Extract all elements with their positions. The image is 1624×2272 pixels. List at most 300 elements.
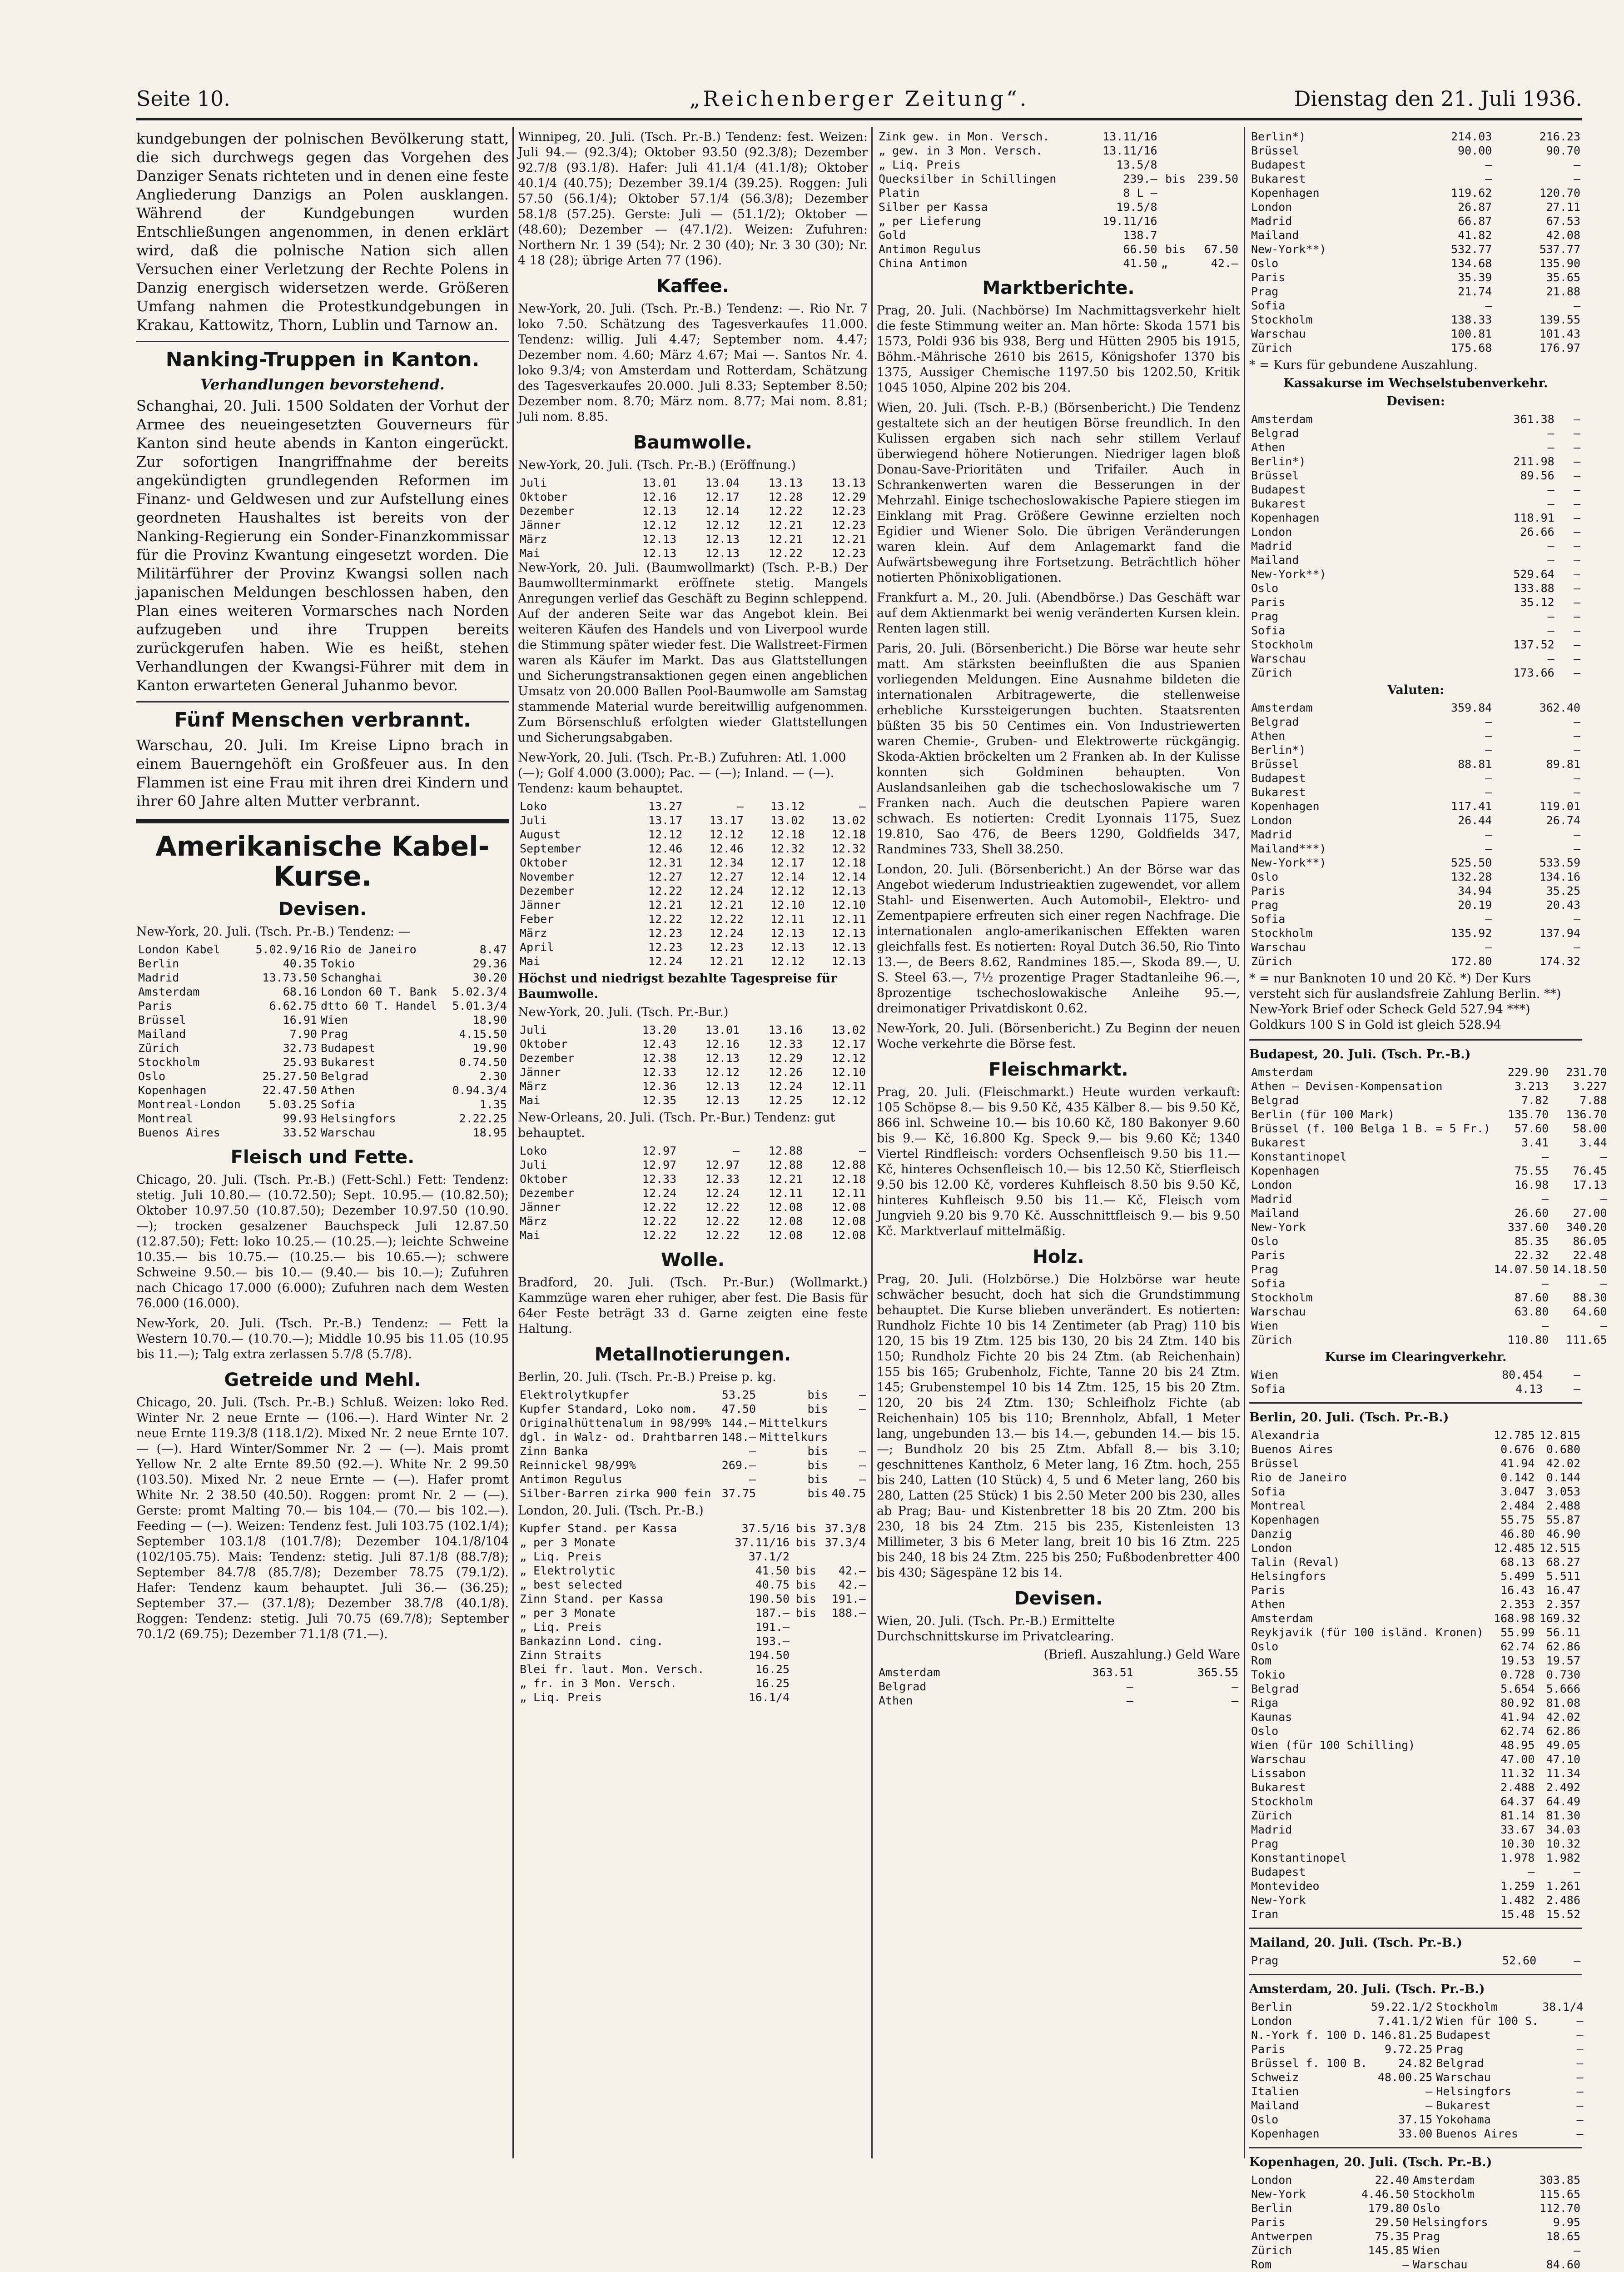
table-cell: 3.053 xyxy=(1546,1485,1580,1498)
table-row xyxy=(1249,1150,1609,1164)
table-row xyxy=(518,1521,868,1535)
table-cell: 38.1/4 xyxy=(1542,2000,1584,2013)
table-cell: dtto 60 T. Handel xyxy=(320,999,437,1012)
table-cell: Paris xyxy=(1251,1584,1286,1597)
table-cell xyxy=(818,1662,868,1676)
table-row xyxy=(1249,638,1582,652)
table-cell: 12.18 xyxy=(831,1172,866,1186)
table-cell: Tokio xyxy=(1251,1668,1286,1681)
table-cell: — xyxy=(1126,1694,1133,1707)
table-row xyxy=(518,799,868,813)
table-row xyxy=(518,532,868,546)
table-cell: Mittelkurs xyxy=(760,1416,828,1430)
table-cell: 12.21 xyxy=(709,898,744,912)
table-cell: Berlin*) xyxy=(1251,743,1306,757)
table-cell: 179.80 xyxy=(1368,2202,1410,2215)
table-row xyxy=(518,490,868,504)
budapest-table xyxy=(1249,1065,1609,1347)
table-cell: bis xyxy=(795,1606,816,1619)
table-cell: 8.47 xyxy=(479,943,507,956)
table-cell: 4.46.50 xyxy=(1361,2187,1410,2201)
table-cell: — xyxy=(1547,483,1554,496)
section-wolle: Wolle. xyxy=(661,1250,725,1271)
table-cell: 57.60 xyxy=(1514,1122,1549,1135)
table-cell: Budapest xyxy=(1251,483,1306,496)
table-cell: 66.50 xyxy=(1123,243,1157,256)
table-cell: Stockholm xyxy=(1251,1795,1313,1808)
table-cell: Sofia xyxy=(1251,1382,1286,1395)
baumwolle-table-2 xyxy=(518,799,868,968)
table-cell: 12.22 xyxy=(768,547,803,560)
table-cell: 172.80 xyxy=(1451,955,1492,968)
table-cell xyxy=(1187,186,1240,200)
table-cell: 4.15.50 xyxy=(459,1027,507,1041)
table-row xyxy=(518,954,868,968)
table-row xyxy=(1249,172,1582,186)
table-cell: Belgrad xyxy=(879,1680,927,1693)
table-cell xyxy=(791,1690,818,1704)
table-cell: Berlin (für 100 Mark) xyxy=(1251,1108,1395,1121)
table-cell: 12.12 xyxy=(831,1094,866,1107)
table-cell: Originalhüttenalum in 98/99% xyxy=(520,1416,711,1430)
table-cell: 42.— xyxy=(838,1578,866,1591)
table-cell: Dezember xyxy=(520,504,575,518)
table-row xyxy=(1249,1809,1582,1823)
table-cell: Oslo xyxy=(1413,2202,1440,2215)
table-cell: 33.67 xyxy=(1500,1823,1535,1836)
table-cell: 12.08 xyxy=(831,1201,866,1214)
table-cell: — xyxy=(1576,2099,1584,2112)
table-cell: 62.86 xyxy=(1546,1724,1580,1738)
table-cell: 14.18.50 xyxy=(1552,1263,1607,1276)
table-cell: 111.65 xyxy=(1566,1333,1607,1346)
table-cell: 2.30 xyxy=(479,1070,507,1083)
table-cell: 13.17 xyxy=(709,814,744,827)
table-cell: Berlin*) xyxy=(1251,130,1306,143)
table-cell: 5.02.9/16 xyxy=(255,943,317,956)
table-cell: 12.17 xyxy=(705,490,740,503)
table-cell xyxy=(791,1662,818,1676)
table-cell: Jänner xyxy=(520,1201,561,1214)
table-cell: bis xyxy=(807,1459,828,1472)
table-row xyxy=(136,985,509,999)
table-row xyxy=(1249,1639,1582,1654)
table-cell: 12.22 xyxy=(709,912,744,926)
table-cell: Oslo xyxy=(1251,1235,1279,1248)
table-cell: Berlin xyxy=(138,957,179,970)
table-cell: 40.35 xyxy=(283,957,317,970)
table-cell: Oktober xyxy=(520,1172,568,1186)
table-cell: 12.12 xyxy=(705,1066,740,1079)
table-row xyxy=(1249,771,1582,785)
table-cell: März xyxy=(520,1080,547,1093)
table-cell: Belgrad xyxy=(1251,715,1299,728)
table-cell: 12.28 xyxy=(768,490,803,503)
table-cell: 12.13 xyxy=(770,941,805,954)
table-cell: Zürich xyxy=(1251,341,1292,354)
report-paris: Paris, 20. Juli. (Börsenbericht.) Die Börse war heute sehr matt. Am stärksten beeinflußten die aus Spanien vorliegenden Meldungen. Eine Ausnahme bildeten die internationalen Arbitragewerte, die stellenweise erhebliche Kurssteigerungen buchten. Staatsrenten büßten 35 bis 50 Centimes ein. Von Industriewerten waren Chemie-, Gruben- und Elektrowerte rückgängig. Skoda-Aktien bröckelten um 2 Franken ab. In der Kulisse konnten sich Goldminen behaupten. Von Auslandsanleihen gab die tschechoslowakische um 7 Franken nach. Auch die deutschen Papiere waren schwach. Es notierten: Credit Lyonnais 1175, Suez 19.810, Sao 476, de Beers 1290, Goldfields 347, Randmines 733, Shell 38.250. xyxy=(877,642,1240,857)
table-cell: Zürich xyxy=(1251,666,1292,679)
table-cell: — xyxy=(1573,596,1580,609)
table-cell: Oslo xyxy=(1251,257,1279,270)
table-cell: China Antimon xyxy=(879,257,968,270)
table-cell: 12.25 xyxy=(768,1094,803,1107)
table-cell: 0.728 xyxy=(1500,1668,1535,1681)
table-cell: 115.65 xyxy=(1539,2187,1580,2201)
table-cell: Jänner xyxy=(520,1066,561,1079)
table-cell: 42.02 xyxy=(1546,1710,1580,1724)
table-cell: 12.23 xyxy=(648,927,683,940)
table-cell: Amsterdam xyxy=(1251,701,1313,714)
table-cell: — xyxy=(1547,427,1554,440)
table-row xyxy=(1249,1682,1582,1696)
table-cell: 12.23 xyxy=(831,518,866,532)
table-cell: 12.32 xyxy=(831,842,866,855)
section-fleischmarkt: Fleischmarkt. xyxy=(988,1059,1128,1080)
table-cell: Quecksilber in Schillingen xyxy=(879,172,1057,185)
table-row xyxy=(1249,1248,1609,1262)
table-cell: — xyxy=(1573,469,1580,482)
table-cell: — xyxy=(1573,912,1580,926)
table-cell: 29.36 xyxy=(472,957,507,970)
table-cell: Prag xyxy=(1251,610,1279,623)
metall-berlin-table xyxy=(518,1388,868,1500)
table-cell xyxy=(1159,130,1188,144)
table-row xyxy=(518,1023,868,1037)
table-row xyxy=(518,1458,868,1472)
table-cell: New-York xyxy=(1251,2187,1306,2201)
table-row xyxy=(1249,856,1582,870)
table-cell: Brüssel f. 100 B. xyxy=(1251,2057,1367,2070)
table-cell: 19.11/16 xyxy=(1103,214,1157,228)
valuten-notes: * = nur Banknoten 10 und 20 Kč. *) Der Kurs versteht sich für auslandsfreie Zahlung Berlin. **) New-York Brief oder Scheck Geld 527.94 ***) Goldkurs 100 S in Gold ist gleich 528.94 xyxy=(1249,972,1561,1032)
report-wolle: Bradford, 20. Juli. (Tsch. Pr.-Bur.) (Wollmarkt.) Kammzüge waren eher ruhiger, aber fest. Die Basis für 64er Feste beträgt 33 d. Garne zeigten eine feste Haltung. xyxy=(518,1276,868,1336)
table-cell: Bukarest xyxy=(1251,1136,1306,1149)
table-cell: New-York xyxy=(1251,1893,1306,1907)
table-cell: 35.39 xyxy=(1458,271,1492,284)
table-row xyxy=(1249,1611,1582,1625)
table-cell: 1.261 xyxy=(1546,1879,1580,1893)
table-cell: Brüssel (f. 100 Belga 1 B. = 5 Fr.) xyxy=(1251,1122,1490,1135)
table-cell: 12.21 xyxy=(648,898,683,912)
table-cell: Belgrad xyxy=(320,1070,369,1083)
section-marktberichte: Marktberichte. xyxy=(982,278,1135,299)
table-cell: bis xyxy=(807,1473,828,1486)
table-row xyxy=(1249,2257,1582,2272)
table-cell: „ fr. in 3 Mon. Versch. xyxy=(520,1677,677,1690)
table-cell: — xyxy=(1600,1319,1607,1332)
table-cell: 12.23 xyxy=(709,941,744,954)
table-cell: Talin (Reval) xyxy=(1251,1555,1340,1569)
table-cell: Konstantinopel xyxy=(1251,1851,1347,1864)
table-cell: New-York**) xyxy=(1251,856,1326,869)
column-2 xyxy=(518,130,868,2161)
table-cell: Sofia xyxy=(1251,912,1286,926)
table-cell: — xyxy=(1231,1680,1238,1693)
table-cell: 13.20 xyxy=(642,1023,677,1036)
table-cell: 12.13 xyxy=(642,547,677,560)
table-row xyxy=(1249,200,1582,214)
table-cell: bis xyxy=(1165,172,1186,185)
table-cell: „ per 3 Monate xyxy=(520,1536,616,1549)
table-cell: 12.08 xyxy=(768,1201,803,1214)
table-cell: Italien xyxy=(1251,2085,1299,2098)
bw2-head: New-York, 20. Juli. (Tsch. Pr.-B.) Zufuhren: Atl. 1.000 (—); Golf 4.000 (3.000); Pac. — (—); Inland. — (—). Tendenz: kaum behauptet. xyxy=(518,751,846,796)
table-cell: Montreal xyxy=(138,1112,193,1125)
table-cell: 2.22.25 xyxy=(459,1112,507,1125)
table-cell: 37.3/8 xyxy=(824,1522,866,1535)
table-row xyxy=(518,504,868,518)
table-cell: Wien xyxy=(1413,2244,1440,2257)
table-row xyxy=(1249,2187,1582,2201)
table-cell: Platin xyxy=(879,186,920,199)
table-cell: — xyxy=(1402,2258,1410,2271)
table-cell: 239.50 xyxy=(1197,172,1238,185)
table-cell: Kopenhagen xyxy=(1251,1164,1320,1177)
table-row xyxy=(1249,539,1582,553)
table-cell: 5.03.25 xyxy=(269,1098,317,1111)
table-cell: — xyxy=(1600,1277,1607,1290)
table-cell: — xyxy=(1542,1277,1549,1290)
table-cell: 13.5/8 xyxy=(1116,158,1157,171)
table-cell: bis xyxy=(795,1536,816,1549)
table-cell: 168.98 xyxy=(1494,1612,1535,1625)
table-cell: „ per 3 Monate xyxy=(520,1606,616,1619)
table-cell: Zinn Banka xyxy=(520,1445,588,1458)
table-cell: Stockholm xyxy=(138,1056,200,1069)
table-cell: 12.29 xyxy=(831,490,866,503)
table-row xyxy=(136,1041,509,1055)
table-cell: 12.17 xyxy=(770,856,805,869)
table-cell: 37.1/2 xyxy=(748,1550,790,1563)
table-row xyxy=(1249,1738,1582,1752)
table-cell: 12.11 xyxy=(831,1080,866,1093)
table-cell: 269.— xyxy=(721,1459,756,1472)
table-cell xyxy=(791,1634,818,1648)
table-cell: Paris xyxy=(1251,1249,1286,1262)
table-cell: 1.259 xyxy=(1500,1879,1535,1893)
table-cell: — xyxy=(1231,1694,1238,1707)
table-cell: Prag xyxy=(1436,2043,1464,2056)
table-cell: Oslo xyxy=(1251,2113,1279,2126)
table-cell: Zürich xyxy=(1251,2244,1292,2257)
table-cell: 52.60 xyxy=(1502,1954,1537,1967)
table-cell: — xyxy=(1573,1368,1580,1381)
table-cell: „ Liq. Preis xyxy=(520,1550,602,1563)
table-row xyxy=(1249,1907,1582,1921)
table-cell: 64.49 xyxy=(1546,1795,1580,1808)
table-row xyxy=(1249,1470,1582,1485)
table-cell: Madrid xyxy=(1251,828,1292,841)
table-cell: 19.53 xyxy=(1500,1654,1535,1667)
table-cell: Kopenhagen xyxy=(1251,1513,1320,1526)
table-cell: 0.74.50 xyxy=(459,1056,507,1069)
table-cell: 112.70 xyxy=(1539,2202,1580,2215)
table-row xyxy=(1249,926,1582,940)
table-cell: 12.16 xyxy=(705,1037,740,1051)
table-row xyxy=(1249,2098,1585,2113)
table-cell: Buenos Aires xyxy=(1436,2127,1518,2140)
table-cell: 41.82 xyxy=(1458,229,1492,242)
table-cell: Prag xyxy=(1251,1263,1279,1276)
table-cell: — xyxy=(1573,525,1580,538)
table-cell: Alexandria xyxy=(1251,1429,1320,1442)
table-cell: — xyxy=(1600,1192,1607,1206)
table-cell: Madrid xyxy=(1251,1823,1292,1836)
table-cell: London Kabel xyxy=(138,943,220,956)
table-cell: Athen xyxy=(320,1084,355,1097)
table-cell: Rio de Janeiro xyxy=(320,943,417,956)
table-cell: — xyxy=(1573,553,1580,567)
table-row xyxy=(518,1200,868,1214)
table-cell: Lissabon xyxy=(1251,1767,1306,1780)
table-cell: 13.01 xyxy=(642,476,677,489)
table-row xyxy=(877,228,1240,242)
baumwolle-table-3 xyxy=(518,1023,868,1107)
table-row xyxy=(1249,1710,1582,1724)
table-cell: 239.— xyxy=(1123,172,1157,185)
table-cell: — xyxy=(1573,638,1580,651)
table-cell: 11.32 xyxy=(1500,1767,1535,1780)
table-cell: 134.16 xyxy=(1539,870,1580,883)
table-row xyxy=(1249,497,1582,511)
table-row xyxy=(1249,525,1582,539)
table-cell: 35.12 xyxy=(1520,596,1554,609)
table-cell: 12.36 xyxy=(642,1080,677,1093)
table-cell: — xyxy=(1573,941,1580,954)
bw4-head: New-Orleans, 20. Juli. (Tsch. Pr.-Bur.) Tendenz: gut behauptet. xyxy=(518,1111,835,1140)
table-cell: 12.12 xyxy=(705,518,740,532)
table-cell: — xyxy=(1573,652,1580,665)
table-cell: 12.22 xyxy=(648,884,683,897)
table-cell: Montreal-London xyxy=(138,1098,241,1111)
table-cell: 361.38 xyxy=(1513,413,1554,426)
table-cell: — xyxy=(859,1144,866,1157)
table-cell: — xyxy=(1573,1954,1580,1967)
table-cell: Antimon Regulus xyxy=(520,1473,622,1486)
clearing-table xyxy=(1249,1368,1582,1396)
table-row xyxy=(136,1027,509,1041)
table-cell: — xyxy=(1576,2127,1584,2140)
table-cell: 119.01 xyxy=(1539,800,1580,813)
table-cell: „ Liq. Preis xyxy=(520,1620,602,1634)
table-cell: — xyxy=(859,800,866,813)
table-row xyxy=(1249,1823,1582,1837)
table-cell: Zinn Stand. per Kassa xyxy=(520,1592,664,1605)
table-cell: — xyxy=(733,1144,740,1157)
table-cell: 12.27 xyxy=(648,870,683,883)
table-cell xyxy=(791,1648,818,1662)
table-cell: 537.77 xyxy=(1539,243,1580,256)
table-cell: 81.08 xyxy=(1546,1696,1580,1709)
table-cell: Schweiz xyxy=(1251,2071,1299,2084)
table-cell: Brüssel xyxy=(138,1013,186,1026)
table-cell: — xyxy=(1573,483,1580,496)
table-cell: 3.227 xyxy=(1573,1080,1607,1093)
table-cell: 13.16 xyxy=(768,1023,803,1036)
table-row xyxy=(1249,1164,1609,1178)
table-cell: 48.00.25 xyxy=(1377,2071,1433,2084)
table-cell: 191.— xyxy=(831,1592,866,1605)
table-row xyxy=(518,940,868,954)
divider xyxy=(1249,2147,1582,2148)
table-cell: 138.7 xyxy=(1123,229,1157,242)
table-cell: 12.08 xyxy=(768,1215,803,1228)
table-cell: 1.978 xyxy=(1500,1851,1535,1864)
report-wien: Wien, 20. Juli. (Tsch. P.-B.) (Börsenbericht.) Die Tendenz gestaltete sich an der heutigen Börse freundlich. In den Kulissen ergaben sich nach sehr stillem Verlauf überwiegend höhere Notierungen. Niedriger lagen bloß Donau-Save-Prioritäten und Trifailer. Auch in Schrankenwerten waren die Besserungen in der Mehrzahl. Einige tschechoslowakische Papiere stiegen im Einklang mit Prag. Größere Gewinne erzielten noch Egidier und Wiener Solo. Die übrigen Veränderungen waren klein. Auf dem Anlagemarkt fand die Aufwärtsbewegung ihre Fortsetzung. Beträchtlich höher notierten Phönixobligationen. xyxy=(877,401,1240,585)
table-cell: 2.492 xyxy=(1546,1781,1580,1794)
table-cell: 7.82 xyxy=(1521,1094,1549,1107)
table-cell: Oktober xyxy=(520,856,568,869)
table-cell: N.-York f. 100 D. xyxy=(1251,2028,1367,2042)
table-row xyxy=(1249,1456,1582,1470)
table-cell: 12.11 xyxy=(768,1186,803,1200)
table-cell: 64.37 xyxy=(1500,1795,1535,1808)
table-row xyxy=(518,827,868,842)
table-cell: 12.12 xyxy=(642,518,677,532)
table-row xyxy=(518,1535,868,1550)
table-cell: 12.33 xyxy=(705,1172,740,1186)
table-cell: Mai xyxy=(520,1229,541,1242)
table-row xyxy=(518,1186,868,1200)
table-cell: 337.60 xyxy=(1507,1221,1549,1234)
table-cell: Stockholm xyxy=(1436,2000,1498,2013)
table-cell: Mailand xyxy=(1251,1206,1299,1220)
table-cell: 12.97 xyxy=(642,1144,677,1157)
table-cell: 12.785 xyxy=(1494,1429,1535,1442)
table-cell: Elektrolytkupfer xyxy=(520,1388,629,1401)
table-row xyxy=(1249,609,1582,623)
table-row xyxy=(518,813,868,827)
table-row xyxy=(1249,1065,1609,1079)
table-cell: 42.02 xyxy=(1546,1457,1580,1470)
table-cell: 188.— xyxy=(831,1606,866,1619)
table-cell: Juli xyxy=(520,1158,547,1171)
table-row xyxy=(1249,912,1582,926)
table-cell: bis xyxy=(807,1402,828,1415)
table-cell: 12.33 xyxy=(642,1066,677,1079)
table-cell: 12.22 xyxy=(642,1201,677,1214)
table-cell: 135.70 xyxy=(1507,1108,1549,1121)
table-cell xyxy=(791,1676,818,1690)
table-cell: 12.08 xyxy=(831,1215,866,1228)
table-cell: 13.27 xyxy=(648,800,683,813)
table-cell: 12.46 xyxy=(648,842,683,855)
table-cell: 13.17 xyxy=(648,814,683,827)
table-cell: Paris xyxy=(138,999,173,1012)
table-row xyxy=(877,144,1240,158)
report-winnipeg: Winnipeg, 20. Juli. (Tsch. Pr.-B.) Tendenz: fest. Weizen: Juli 94.— (92.3/4); Oktober 93.50 (92.3/8); Dezember 92.7/8 (93.1/8). Hafer: Juli 41.1/4 (41.1/8); Oktober 40.1/4 (40.75); Dezember 39.1/4 (39.25). Roggen: Juli 57.50 (56.1/4); Oktober 57.1/4 (56.3/8); Dezember 58.1/8 (57.25). Gerste: Juli — (51.1/2); Oktober — (48.60); Dezember — (47.1/2). Weizen: Zufuhren: Northern Nr. 1 39 (54); Nr. 2 30 (40); Nr. 3 30 (30); Nr. 4 18 (28); übrige Arten 77 (196). xyxy=(518,130,868,268)
table-row xyxy=(518,546,868,560)
table-cell: — xyxy=(1576,2014,1584,2028)
table-row xyxy=(518,476,868,490)
table-cell: 533.59 xyxy=(1539,856,1580,869)
table-cell: 59.22.1/2 xyxy=(1371,2000,1433,2013)
table-cell: London xyxy=(1251,2173,1292,2187)
table-cell: Amsterdam xyxy=(1251,1612,1313,1625)
table-cell: 138.33 xyxy=(1451,313,1492,326)
table-cell: 20.19 xyxy=(1458,898,1492,912)
table-cell xyxy=(1159,214,1188,228)
table-cell: 99.93 xyxy=(283,1112,317,1125)
table-cell: Oslo xyxy=(1251,870,1279,883)
table-cell: 13.11/16 xyxy=(1103,130,1157,143)
table-row xyxy=(877,256,1240,270)
section-fett: Fleisch und Fette. xyxy=(230,1147,415,1168)
table-cell: Madrid xyxy=(138,971,179,984)
table-row xyxy=(1249,214,1582,228)
table-row xyxy=(1249,757,1582,771)
